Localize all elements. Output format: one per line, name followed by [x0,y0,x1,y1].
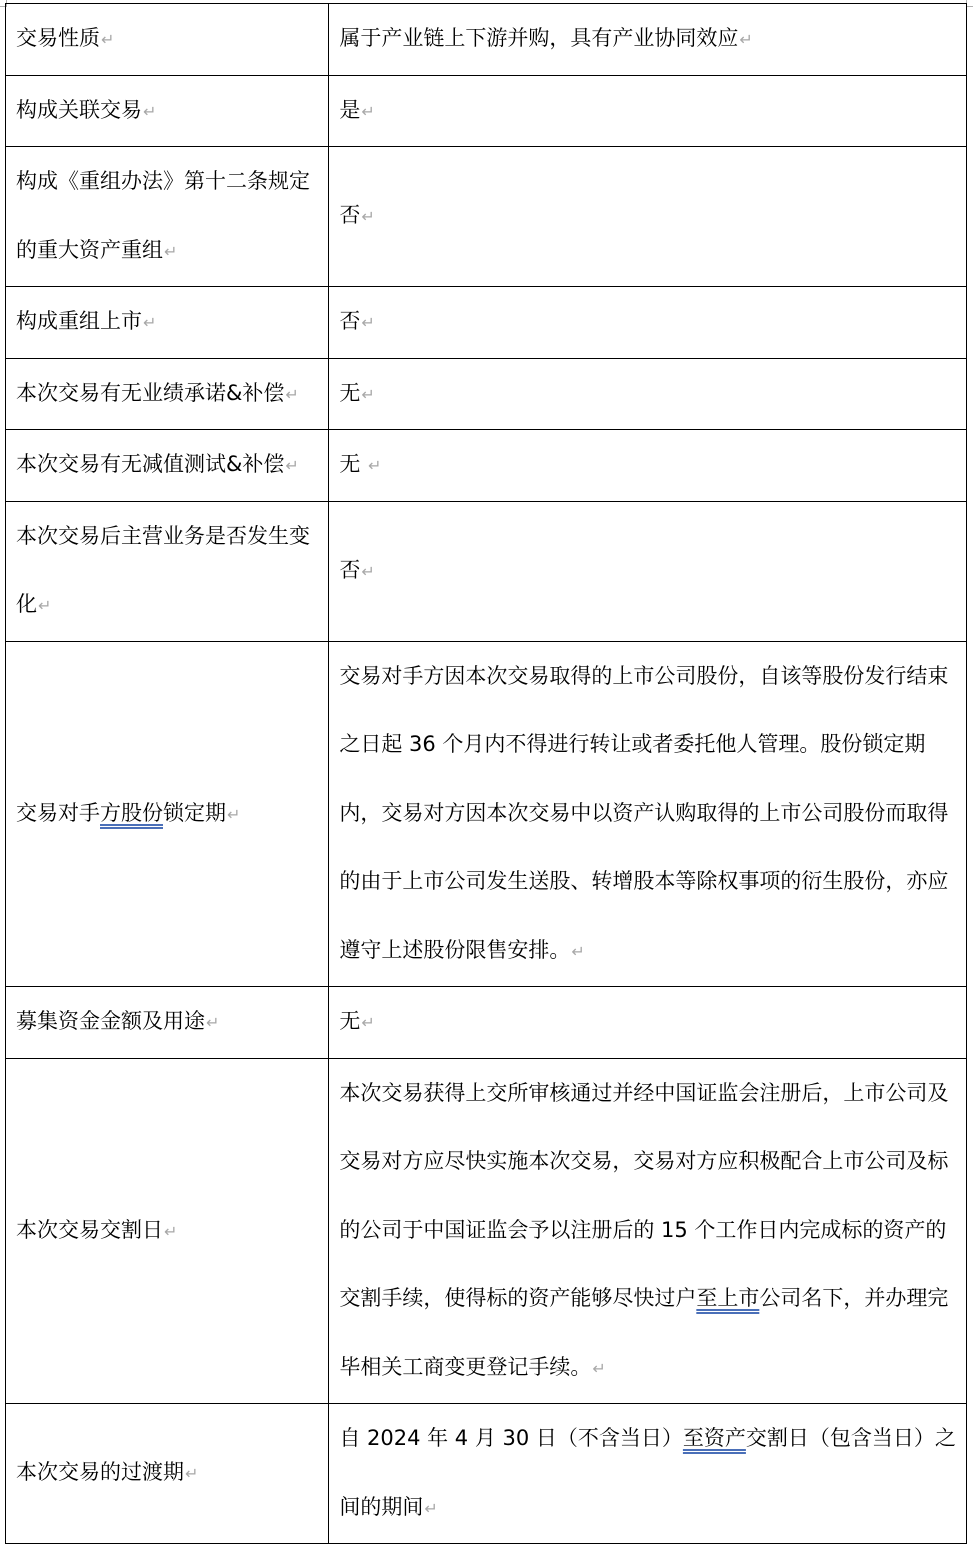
row-label: 本次交易有无减值测试&补偿↵ [6,430,329,502]
table-row [6,287,967,359]
row-label: 募集资金金额及用途↵ [6,987,329,1059]
row-label: 构成《重组办法》第十二条规定的重大资产重组↵ [6,147,329,287]
row-label: 交易对手方股份锁定期↵ [6,641,329,987]
row-value: 是↵ [329,75,967,147]
table-row [6,1404,967,1544]
row-value: 否↵ [329,501,967,641]
transaction-summary-table [5,3,967,1544]
row-label: 构成重组上市↵ [6,287,329,359]
page-corner-mark [966,0,973,7]
row-value: 无↵ [329,987,967,1059]
table-row [6,4,967,76]
table-row [6,358,967,430]
table-row [6,501,967,641]
row-value: 否↵ [329,287,967,359]
table-row [6,1058,967,1404]
row-value: 否↵ [329,147,967,287]
row-label: 构成关联交易↵ [6,75,329,147]
row-value: 无↵ [329,358,967,430]
row-value: 交易对手方因本次交易取得的上市公司股份，自该等股份发行结束之日起 36 个月内不得进行转让或者委托他人管理。股份锁定期内，交易对方因本次交易中以资产认购取得的上市公司股份而取得的由于上市公司发生送股、转增股本等除权事项的衍生股份，亦应遵守上述股份限售安排。↵ [329,641,967,987]
row-value: 自 2024 年 4 月 30 日（不含当日）至资产交割日（包含当日）之间的期间↵ [329,1404,967,1544]
row-label: 本次交易后主营业务是否发生变化↵ [6,501,329,641]
row-value: 属于产业链上下游并购，具有产业协同效应↵ [329,4,967,76]
table-row [6,641,967,987]
row-label: 本次交易的过渡期↵ [6,1404,329,1544]
table-row [6,147,967,287]
underlined-text: 至上市 [696,1286,760,1310]
row-label: 交易性质↵ [6,4,329,76]
table-row [6,987,967,1059]
table-row [6,430,967,502]
underlined-text: 至资产 [682,1426,746,1450]
underlined-text: 方股份 [100,800,163,825]
row-value: 本次交易获得上交所审核通过并经中国证监会注册后，上市公司及交易对方应尽快实施本次交易，交易对方应积极配合上市公司及标的公司于中国证监会予以注册后的 15 个工作日内完成标的资产的交割手续，使得标的资产能够尽快过户至上市公司名下，并办理完毕相关工商变更登记手续。↵ [329,1058,967,1404]
table-row [6,75,967,147]
row-label: 本次交易有无业绩承诺&补偿↵ [6,358,329,430]
row-label: 本次交易交割日↵ [6,1058,329,1404]
row-value: 无 ↵ [329,430,967,502]
